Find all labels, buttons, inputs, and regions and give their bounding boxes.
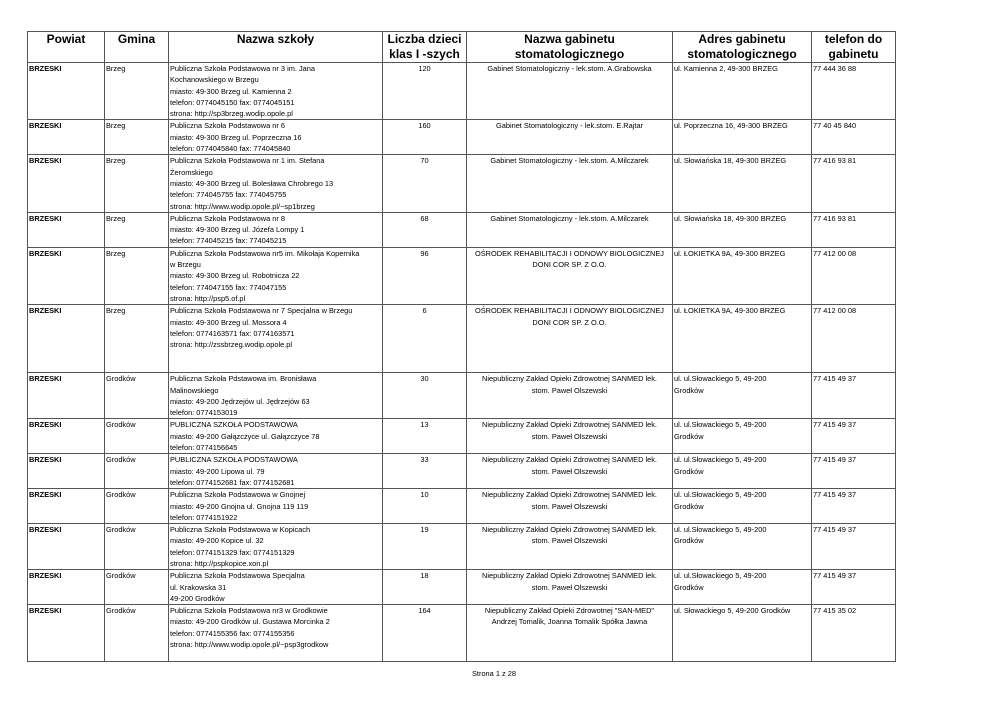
cell-gmina: Grodków xyxy=(105,419,169,454)
cell-line: Niepubliczny Zakład Opieki Zdrowotnej SANMED lek. xyxy=(482,374,657,384)
cell-line: Malinowskiego xyxy=(170,385,219,395)
cell-line: miasto: 49-300 Brzeg ul. Józefa Lompy 1 xyxy=(170,225,305,235)
cell-line: Niepubliczny Zakład Opieki Zdrowotnej SANMED lek. xyxy=(482,525,657,535)
table-row xyxy=(28,63,896,120)
cell-adres xyxy=(673,489,812,524)
cell-gmina: Grodków xyxy=(105,454,169,489)
cell-liczba: 13 xyxy=(383,419,467,454)
cell-line: ul. ŁOKIETKA 9A, 49-300 BRZEG xyxy=(674,248,786,258)
cell-liczba: 19 xyxy=(383,524,467,570)
cell-line: Publiczna Szkoła Podstawowa nr3 w Grodkowie xyxy=(170,606,328,616)
cell-adres xyxy=(673,305,812,373)
cell-line: Gabinet Stomatologiczny - lek.stom. A.Milczarek xyxy=(490,156,649,166)
cell-gmina: Brzeg xyxy=(105,120,169,155)
cell-line: miasto: 49-300 Brzeg ul. Mossora 4 xyxy=(170,317,287,327)
cell-line: DONI COR SP. Z O.O. xyxy=(532,260,607,270)
cell-line: PUBLICZNA SZKOŁA PODSTAWOWA xyxy=(170,420,298,430)
cell-line: Grodków xyxy=(674,466,704,476)
cell-telefon: 77 415 49 37 xyxy=(812,454,896,489)
cell-line: stom. Paweł Olszewski xyxy=(531,385,608,395)
cell-adres xyxy=(673,212,812,247)
cell-line: miasto: 49-300 Brzeg ul. Kamienna 2 xyxy=(170,86,292,96)
cell-gabinet xyxy=(467,605,673,662)
cell-liczba: 18 xyxy=(383,570,467,605)
cell-gabinet xyxy=(467,155,673,212)
cell-szkola xyxy=(169,63,383,120)
cell-telefon: 77 415 49 37 xyxy=(812,570,896,605)
cell-liczba: 70 xyxy=(383,155,467,212)
cell-szkola xyxy=(169,155,383,212)
table-row xyxy=(28,570,896,605)
cell-adres xyxy=(673,63,812,120)
cell-line: strona: http://zssbrzeg.wodip.opole.pl xyxy=(170,340,293,350)
cell-line: miasto: 49-200 Lipowa ul. 79 xyxy=(170,466,265,476)
cell-line: stom. Paweł Olszewski xyxy=(531,501,608,511)
cell-line: stom. Paweł Olszewski xyxy=(531,431,608,441)
dental-table xyxy=(27,31,896,662)
cell-line: ul. ul.Słowackiego 5, 49-200 xyxy=(674,420,767,430)
cell-powiat: BRZESKI xyxy=(28,247,105,304)
cell-gmina: Brzeg xyxy=(105,63,169,120)
cell-powiat: BRZESKI xyxy=(28,419,105,454)
header-szkola: Nazwa szkoły xyxy=(169,32,383,63)
cell-line: telefon: 0774045150 fax: 0774045151 xyxy=(170,97,295,107)
cell-liczba: 96 xyxy=(383,247,467,304)
cell-gabinet xyxy=(467,489,673,524)
cell-line: Niepubliczny Zakład Opieki Zdrowotnej SANMED lek. xyxy=(482,455,657,465)
cell-line: miasto: 49-200 Grodków ul. Gustawa Morcinka 2 xyxy=(170,617,330,627)
header-powiat: Powiat xyxy=(28,32,105,63)
cell-line: Gabinet Stomatologiczny - lek.stom. E.Rajtar xyxy=(495,121,644,131)
cell-line: Niepubliczny Zakład Opieki Zdrowotnej "SAN-MED" xyxy=(484,606,655,616)
table-row xyxy=(28,454,896,489)
cell-line: stom. Paweł Olszewski xyxy=(531,466,608,476)
cell-gmina: Brzeg xyxy=(105,247,169,304)
cell-line: Grodków xyxy=(674,385,704,395)
cell-line: telefon: 0774151329 fax: 0774151329 xyxy=(170,547,295,557)
table-body xyxy=(28,63,896,662)
cell-line: stom. Paweł Olszewski xyxy=(531,582,608,592)
cell-line: miasto: 49-200 Gnojna ul. Gnojna 119 119 xyxy=(170,501,309,511)
cell-gmina: Grodków xyxy=(105,373,169,419)
header-gabinet: Nazwa gabinetu stomatologicznego xyxy=(467,32,673,63)
cell-line: Andrzej Tomalik, Joanna Tomalik Spółka Jawna xyxy=(491,617,648,627)
cell-szkola xyxy=(169,570,383,605)
cell-line: ul. Poprzeczna 16, 49-300 BRZEG xyxy=(674,121,788,131)
cell-line: Publiczna Szkoła Podstawowa nr 8 xyxy=(170,213,286,223)
cell-line: ul. Słowiańska 18, 49-300 BRZEG xyxy=(674,213,787,223)
cell-powiat: BRZESKI xyxy=(28,489,105,524)
cell-gmina: Grodków xyxy=(105,570,169,605)
cell-liczba: 164 xyxy=(383,605,467,662)
table-row xyxy=(28,305,896,373)
cell-line: Grodków xyxy=(674,501,704,511)
header-liczba-line1: Liczba dzieci xyxy=(387,32,462,46)
table-row xyxy=(28,155,896,212)
cell-telefon: 77 416 93 81 xyxy=(812,155,896,212)
cell-adres xyxy=(673,120,812,155)
cell-telefon: 77 444 36 88 xyxy=(812,63,896,120)
cell-line: telefon: 774047155 fax: 774047155 xyxy=(170,282,287,292)
cell-line: Publiczna Szkoła Pdstawowa im. Bronisława xyxy=(170,374,317,384)
cell-gmina: Brzeg xyxy=(105,305,169,373)
cell-line: miasto: 49-200 Gałązczyce ul. Gałązczyce 78 xyxy=(170,431,320,441)
cell-szkola xyxy=(169,454,383,489)
cell-telefon: 77 415 49 37 xyxy=(812,489,896,524)
table-row xyxy=(28,373,896,419)
cell-line: Niepubliczny Zakład Opieki Zdrowotnej SANMED lek. xyxy=(482,490,657,500)
cell-line: telefon: 0774045840 fax: 774045840 xyxy=(170,144,291,154)
table-header xyxy=(28,32,896,63)
cell-gabinet xyxy=(467,570,673,605)
cell-line: OŚRODEK REHABILITACJI I ODNOWY BIOLOGICZNEJ xyxy=(474,306,665,316)
cell-line: strona: http://psp5.of.pl xyxy=(170,293,246,303)
header-adres-line2: stomatologicznego xyxy=(687,47,797,61)
table-row xyxy=(28,419,896,454)
cell-line: Gabinet Stomatologiczny - lek.stom. A.Milczarek xyxy=(490,213,649,223)
cell-szkola xyxy=(169,419,383,454)
cell-powiat: BRZESKI xyxy=(28,373,105,419)
cell-line: Kochanowskiego w Brzegu xyxy=(170,75,259,85)
cell-line: Publiczna Szkoła Podstawowa nr 7 Specjalna w Brzegu xyxy=(170,306,353,316)
cell-gabinet xyxy=(467,373,673,419)
cell-liczba: 160 xyxy=(383,120,467,155)
cell-line: OŚRODEK REHABILITACJI I ODNOWY BIOLOGICZNEJ xyxy=(474,248,665,258)
header-adres xyxy=(673,32,812,63)
table-row xyxy=(28,120,896,155)
cell-line: ul. Słowiańska 18, 49-300 BRZEG xyxy=(674,156,787,166)
cell-line: ul. ul.Słowackiego 5, 49-200 xyxy=(674,374,767,384)
cell-line: stom. Paweł Olszewski xyxy=(531,536,608,546)
cell-powiat: BRZESKI xyxy=(28,212,105,247)
table-row xyxy=(28,605,896,662)
cell-gabinet xyxy=(467,212,673,247)
cell-telefon: 77 415 35 02 xyxy=(812,605,896,662)
cell-gmina: Grodków xyxy=(105,489,169,524)
cell-line: ul. ŁOKIETKA 9A, 49-300 BRZEG xyxy=(674,306,786,316)
cell-szkola xyxy=(169,120,383,155)
cell-line: 49-200 Grodków xyxy=(170,593,225,603)
cell-line: telefon: 0774156645 xyxy=(170,443,238,453)
cell-line: telefon: 0774155356 fax: 0774155356 xyxy=(170,628,295,638)
header-liczba-line2: klas I -szych xyxy=(389,47,460,61)
cell-line: Grodków xyxy=(674,536,704,546)
cell-telefon: 77 40 45 840 xyxy=(812,120,896,155)
cell-powiat: BRZESKI xyxy=(28,155,105,212)
cell-adres xyxy=(673,155,812,212)
cell-line: strona: http://sp3brzeg.wodip.opole.pl xyxy=(170,109,293,119)
cell-liczba: 120 xyxy=(383,63,467,120)
header-liczba xyxy=(383,32,467,63)
cell-line: telefon: 774045755 fax: 774045755 xyxy=(170,190,287,200)
header-telefon-line1: telefon do xyxy=(824,32,883,46)
cell-gabinet xyxy=(467,524,673,570)
cell-adres xyxy=(673,570,812,605)
cell-gabinet xyxy=(467,63,673,120)
cell-liczba: 6 xyxy=(383,305,467,373)
cell-line: Publiczna Szkoła Podstawowa nr5 im. Mikołaja Kopernika xyxy=(170,248,360,258)
cell-gmina: Grodków xyxy=(105,605,169,662)
header-telefon-line2: gabinetu xyxy=(828,47,879,61)
cell-line: Publiczna Szkoła Podstawowa nr 3 im. Jana xyxy=(170,64,316,73)
table-row xyxy=(28,247,896,304)
cell-line: ul. ul.Słowackiego 5, 49-200 xyxy=(674,525,767,535)
cell-line: ul. Kamienna 2, 49-300 BRZEG xyxy=(674,64,778,73)
cell-szkola xyxy=(169,305,383,373)
cell-line: miasto: 49-300 Brzeg ul. Poprzeczna 16 xyxy=(170,132,302,142)
cell-line: strona: http://www.wodip.opole.pl/~sp1brzeg xyxy=(170,201,315,211)
cell-adres xyxy=(673,524,812,570)
cell-line: Niepubliczny Zakład Opieki Zdrowotnej SANMED lek. xyxy=(482,420,657,430)
cell-line: w Brzegu xyxy=(170,260,201,270)
cell-line: Publiczna Szkoła Podstawowa nr 6 xyxy=(170,121,286,131)
cell-telefon: 77 415 49 37 xyxy=(812,419,896,454)
cell-line: Publiczna Szkoła Podstawowa nr 1 im. Stefana xyxy=(170,156,325,166)
cell-line: ul. ul.Słowackiego 5, 49-200 xyxy=(674,455,767,465)
header-adres-line1: Adres gabinetu xyxy=(698,32,786,46)
cell-telefon: 77 412 00 08 xyxy=(812,305,896,373)
cell-line: Publiczna Szkoła Podstawowa w Kopicach xyxy=(170,525,311,535)
cell-line: telefon: 0774151922 xyxy=(170,512,238,522)
cell-adres xyxy=(673,419,812,454)
cell-gmina: Brzeg xyxy=(105,212,169,247)
cell-szkola xyxy=(169,489,383,524)
cell-line: Grodków xyxy=(674,431,704,441)
cell-liczba: 68 xyxy=(383,212,467,247)
cell-line: Niepubliczny Zakład Opieki Zdrowotnej SANMED lek. xyxy=(482,571,657,581)
cell-line: ul. ul.Słowackiego 5, 49-200 xyxy=(674,490,767,500)
cell-adres xyxy=(673,373,812,419)
cell-line: ul. Słowackiego 5, 49-200 Grodków xyxy=(674,606,791,616)
cell-powiat: BRZESKI xyxy=(28,454,105,489)
cell-liczba: 33 xyxy=(383,454,467,489)
cell-szkola xyxy=(169,212,383,247)
cell-line: miasto: 49-300 Brzeg ul. Bolesława Chrobrego 13 xyxy=(170,178,334,188)
cell-powiat: BRZESKI xyxy=(28,570,105,605)
cell-gabinet xyxy=(467,305,673,373)
cell-gabinet xyxy=(467,247,673,304)
cell-powiat: BRZESKI xyxy=(28,524,105,570)
cell-line: ul. ul.Słowackiego 5, 49-200 xyxy=(674,571,767,581)
cell-line: telefon: 0774152681 fax: 0774152681 xyxy=(170,477,295,487)
table-row xyxy=(28,524,896,570)
cell-gabinet xyxy=(467,120,673,155)
cell-telefon: 77 412 00 08 xyxy=(812,247,896,304)
cell-gmina: Grodków xyxy=(105,524,169,570)
cell-szkola xyxy=(169,605,383,662)
cell-adres xyxy=(673,454,812,489)
page-footer: Strona 1 z 28 xyxy=(472,669,516,678)
cell-telefon: 77 415 49 37 xyxy=(812,373,896,419)
cell-line: telefon: 0774153019 xyxy=(170,408,238,418)
cell-adres xyxy=(673,247,812,304)
cell-line: Publiczna Szkoła Podstawowa Specjalna xyxy=(170,571,305,581)
cell-line: PUBLICZNA SZKOŁA PODSTAWOWA xyxy=(170,455,298,465)
cell-szkola xyxy=(169,373,383,419)
cell-adres xyxy=(673,605,812,662)
cell-liczba: 10 xyxy=(383,489,467,524)
cell-powiat: BRZESKI xyxy=(28,120,105,155)
cell-powiat: BRZESKI xyxy=(28,605,105,662)
cell-line: telefon: 774045215 fax: 774045215 xyxy=(170,236,287,246)
cell-gmina: Brzeg xyxy=(105,155,169,212)
cell-line: miasto: 49-200 Kopice ul. 32 xyxy=(170,536,264,546)
cell-line: strona: http://www.wodip.opole.pl/~psp3grodkow xyxy=(170,640,329,650)
cell-gabinet xyxy=(467,454,673,489)
cell-gabinet xyxy=(467,419,673,454)
cell-telefon: 77 416 93 81 xyxy=(812,212,896,247)
cell-line: miasto: 49-200 Jędrzejów ul. Jędrzejów 63 xyxy=(170,396,310,406)
cell-line: Grodków xyxy=(674,582,704,592)
cell-szkola xyxy=(169,247,383,304)
cell-powiat: BRZESKI xyxy=(28,305,105,373)
cell-telefon: 77 415 49 37 xyxy=(812,524,896,570)
header-telefon xyxy=(812,32,896,63)
cell-liczba: 30 xyxy=(383,373,467,419)
cell-line: strona: http://pspkopice.xon.pl xyxy=(170,558,269,568)
cell-powiat: BRZESKI xyxy=(28,63,105,120)
cell-line: Żeromskiego xyxy=(170,167,213,177)
table-row xyxy=(28,489,896,524)
cell-line: DONI COR SP. Z O.O. xyxy=(532,317,607,327)
header-gmina: Gmina xyxy=(105,32,169,63)
cell-line: Publiczna Szkoła Podstawowa w Gnojnej xyxy=(170,490,306,500)
table-row xyxy=(28,212,896,247)
cell-line: miasto: 49-300 Brzeg ul. Robotnicza 22 xyxy=(170,271,300,281)
cell-line: ul. Krakowska 31 xyxy=(170,582,227,592)
cell-szkola xyxy=(169,524,383,570)
cell-line: Gabinet Stomatologiczny - lek.stom. A.Grabowska xyxy=(487,64,652,73)
cell-line: telefon: 0774163571 fax: 0774163571 xyxy=(170,328,295,338)
